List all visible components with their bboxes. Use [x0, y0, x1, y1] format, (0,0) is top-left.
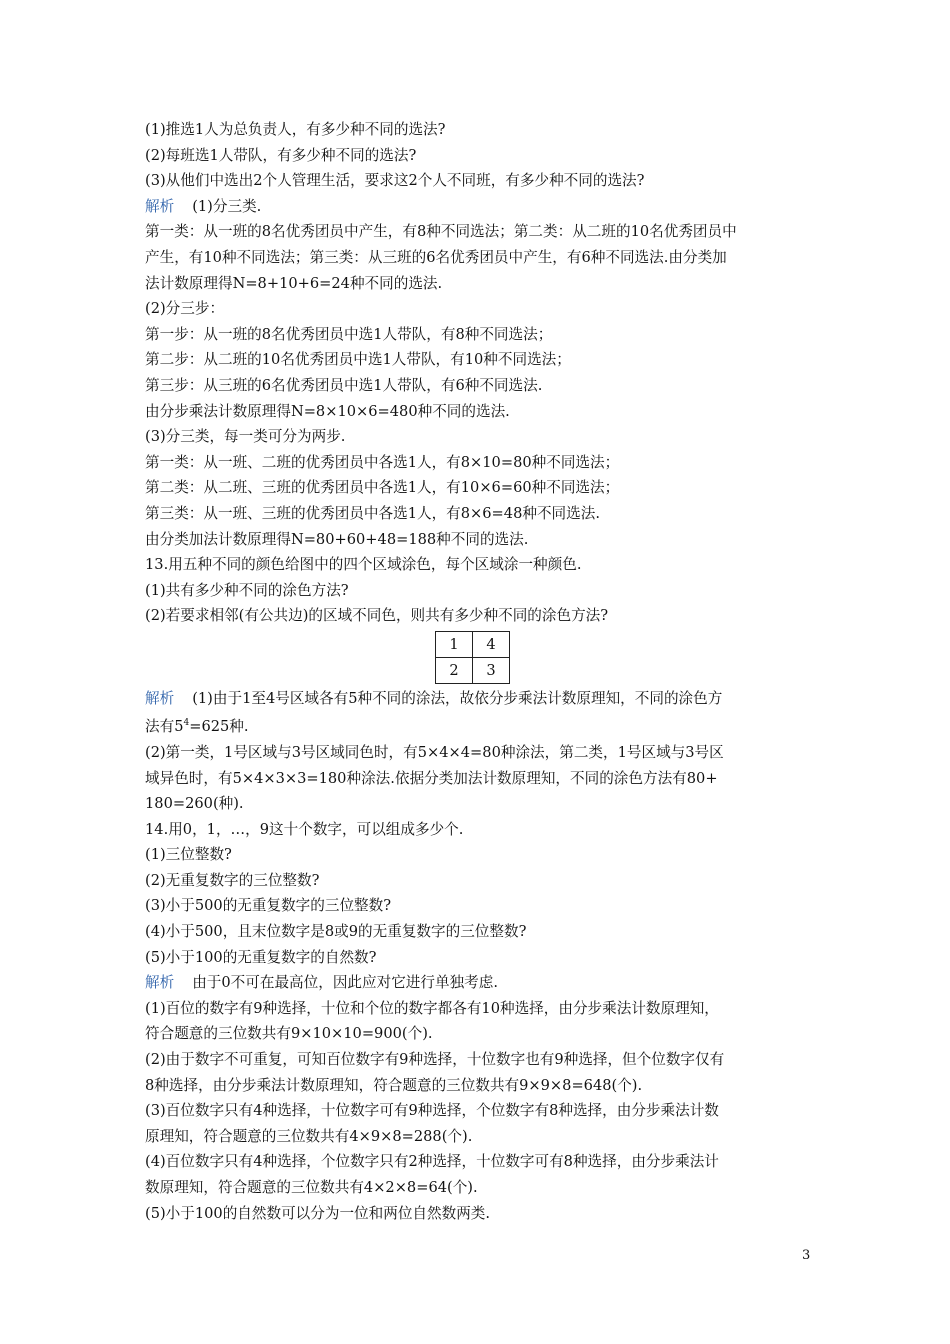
solution-line: (5)小于100的自然数可以分为一位和两位自然数两类.	[145, 1204, 491, 1222]
question-line: (2)若要求相邻(有公共边)的区域不同色，则共有多少种不同的涂色方法?	[145, 607, 609, 625]
question-line: (1)三位整数?	[145, 846, 232, 864]
solution-line: 解析 (1)由于1至4号区域各有5种不同的涂法，故依分步乘法计数原理知，不同的涂色方	[145, 689, 723, 707]
question-line: (1)共有多少种不同的涂色方法?	[145, 581, 349, 599]
solution-line: 解析 由于0不可在最高位，因此应对它进行单独考虑.	[145, 974, 499, 992]
solution-line: (1)百位的数字有9种选择，十位和个位的数字都各有10种选择，由分步乘法计数原理知，	[145, 999, 719, 1017]
solution-line: 180=260(种).	[145, 795, 244, 813]
solution-keyword: 解析	[145, 974, 175, 992]
solution-keyword: 解析	[145, 197, 175, 215]
solution-line: 由分步乘法计数原理得N=8×10×6=480种不同的选法.	[145, 402, 510, 420]
question-line: (1)推选1人为总负责人，有多少种不同的选法?	[145, 121, 446, 138]
question-line: (3)从他们中选出2个人管理生活，要求这2个人不同班，有多少种不同的选法?	[145, 172, 645, 190]
region-grid	[435, 631, 510, 684]
solution-line: 第一类：从一班、二班的优秀团员中各选1人，有8×10=80种不同选法；	[145, 453, 620, 471]
question-line: (5)小于100的无重复数字的自然数?	[145, 948, 377, 966]
solution-line: (2)第一类，1号区域与3号区域同色时，有5×4×4=80种涂法，第二类，1号区域与3号区	[145, 743, 724, 761]
solution-line: 法有$5^4=625$种.	[145, 718, 249, 736]
region-cell: 1	[436, 631, 473, 657]
solution-line: 产生，有10种不同选法；第三类：从三班的6名优秀团员中产生，有6种不同选法.由分类加	[145, 248, 727, 266]
solution-line: 符合题意的三位数共有9×10×10=900(个).	[145, 1025, 433, 1043]
solution-line: 第三步：从三班的6名优秀团员中选1人带队，有6种不同选法.	[145, 376, 543, 394]
solution-line: 第一步：从一班的8名优秀团员中选1人带队，有8种不同选法；	[145, 325, 553, 343]
solution-line: 第二步：从二班的10名优秀团员中选1人带队，有10种不同选法；	[145, 351, 571, 369]
page-number: 3	[802, 1248, 811, 1263]
region-cell: 3	[473, 657, 510, 683]
solution-line: 原理知，符合题意的三位数共有4×9×8=288(个).	[145, 1127, 473, 1145]
solution-line: (3)百位数字只有4种选择，十位数字可有9种选择，个位数字有8种选择，由分步乘法计数	[145, 1102, 719, 1120]
question-line: 13.用五种不同的颜色给图中的四个区域涂色，每个区域涂一种颜色.	[145, 556, 582, 574]
solution-line: 数原理知，符合题意的三位数共有4×2×8=64(个).	[145, 1179, 478, 1197]
solution-line: (2)分三步：	[145, 300, 225, 318]
solution-line: 8种选择，由分步乘法计数原理知，符合题意的三位数共有9×9×8=648(个).	[145, 1076, 643, 1094]
question-line: (3)小于500的无重复数字的三位整数?	[145, 897, 392, 915]
region-cell: 4	[473, 631, 510, 657]
solution-line: (4)百位数字只有4种选择，个位数字只有2种选择，十位数字可有8种选择，由分步乘法计	[145, 1153, 719, 1171]
solution-line: 第三类：从一班、三班的优秀团员中各选1人，有8×6=48种不同选法.	[145, 504, 600, 522]
question-line: 14.用0，1，…，9这十个数字，可以组成多少个.	[145, 820, 464, 838]
solution-line: 法计数原理得N=8+10+6=24种不同的选法.	[145, 274, 443, 292]
question-line: (2)每班选1人带队，有多少种不同的选法?	[145, 146, 417, 164]
solution-line: 第二类：从二班、三班的优秀团员中各选1人，有10×6=60种不同选法；	[145, 479, 620, 497]
solution-line: 由分类加法计数原理得N=80+60+48=188种不同的选法.	[145, 530, 529, 548]
solution-line: (2)由于数字不可重复，可知百位数字有9种选择，十位数字也有9种选择，但个位数字仅有	[145, 1051, 725, 1069]
question-line: (2)无重复数字的三位整数?	[145, 871, 320, 889]
question-line: (4)小于500，且末位数字是8或9的无重复数字的三位整数?	[145, 923, 527, 941]
solution-line: 解析 (1)分三类.	[145, 197, 262, 215]
solution-line: 第一类：从一班的8名优秀团员中产生，有8种不同选法；第二类：从二班的10名优秀团员中	[145, 223, 737, 241]
solution-line: 域异色时，有5×4×3×3=180种涂法.依据分类加法计数原理知，不同的涂色方法有80+	[145, 769, 718, 787]
solution-line: (3)分三类，每一类可分为两步.	[145, 428, 346, 446]
solution-keyword: 解析	[145, 689, 175, 707]
document-body	[145, 117, 810, 1226]
region-cell: 2	[436, 657, 473, 683]
